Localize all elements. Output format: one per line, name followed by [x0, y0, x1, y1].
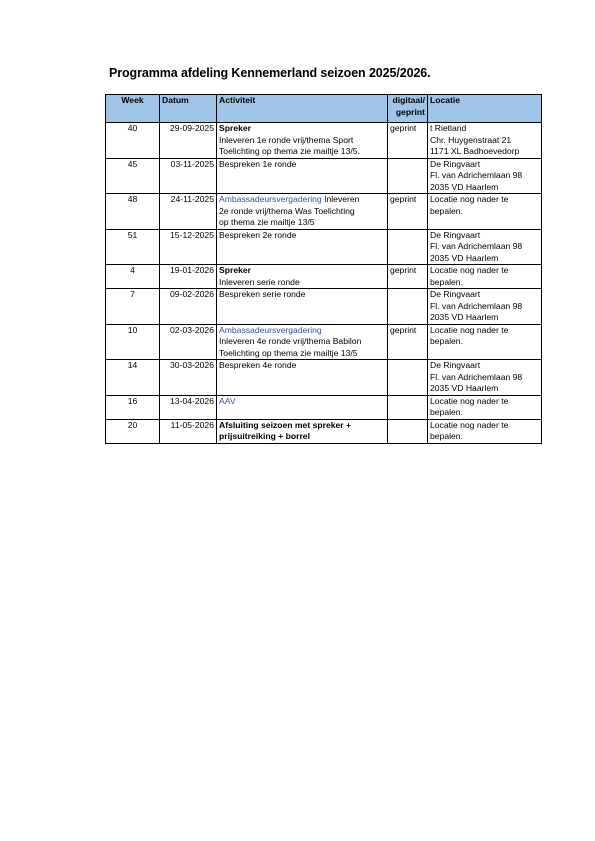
location-line: bepalen. [430, 276, 463, 287]
activity-link-text: Ambassadeursvergadering [219, 324, 322, 335]
week-cell: 10 [106, 324, 160, 360]
location-line: 2035 VD Haarlem [430, 252, 499, 263]
activity-line [219, 336, 385, 348]
activity-line [219, 431, 385, 443]
type-cell [388, 395, 428, 419]
location-cell [428, 324, 542, 360]
table-row [106, 123, 542, 159]
activity-line [219, 123, 385, 135]
location-line: Fl. van Adrichemlaan 98 [430, 371, 523, 382]
schedule-table [105, 94, 542, 444]
location-cell [428, 194, 542, 230]
activity-text: Inleveren serie ronde [219, 276, 300, 287]
activity-line [219, 206, 385, 218]
location-line: 2035 VD Haarlem [430, 383, 499, 393]
week-cell: 16 [106, 395, 160, 419]
week-cell: 48 [106, 194, 160, 230]
activity-line [219, 265, 385, 277]
activity-line [219, 348, 385, 360]
activity-cell [217, 265, 388, 289]
activity-line [219, 159, 385, 171]
location-line: 2035 VD Haarlem [430, 181, 499, 192]
location-cell [428, 395, 542, 419]
table-row [106, 229, 542, 265]
location-cell [428, 229, 542, 265]
location-line: De Ringvaart [430, 360, 481, 370]
week-cell: 20 [106, 419, 160, 443]
location-line: Locatie nog nader te [430, 395, 509, 406]
activity-text: Bespreken 4e ronde [219, 360, 297, 370]
activity-cell [217, 123, 388, 159]
week-cell: 4 [106, 265, 160, 289]
week-cell: 40 [106, 123, 160, 159]
location-line: bepalen. [430, 205, 463, 216]
date-cell: 13-04-2026 [160, 395, 217, 419]
location-line: De Ringvaart [430, 229, 481, 240]
activity-cell [217, 324, 388, 360]
location-line: Fl. van Adrichemlaan 98 [430, 241, 523, 251]
location-line: 2035 VD Haarlem [430, 312, 499, 322]
activity-text: prijsuitreiking + borrel [219, 431, 310, 441]
activity-text: Spreker [219, 123, 252, 133]
table-row [106, 265, 542, 289]
type-cell [388, 158, 428, 194]
activity-line [219, 146, 385, 158]
activity-text: 2e ronde vrij/thema Was Toelichting [219, 205, 355, 216]
activity-text: Toelichting op thema zie mailtje 13/5. [219, 146, 360, 156]
activity-cell [217, 289, 388, 325]
location-line: Fl. van Adrichemlaan 98 [430, 300, 523, 311]
activity-line [219, 420, 385, 432]
header-activiteit: Activiteit [217, 95, 388, 123]
location-cell [428, 123, 542, 159]
location-line: Locatie nog nader te [430, 194, 509, 204]
location-line: t Rietland [430, 123, 467, 133]
table-header-row [106, 95, 542, 123]
activity-text: Bespreken 1e ronde [219, 158, 297, 169]
location-line: bepalen. [430, 431, 463, 441]
location-line: Locatie nog nader te [430, 324, 509, 335]
activity-text: Inleveren 4e ronde vrij/thema Babilon [219, 336, 362, 346]
table-row [106, 419, 542, 443]
activity-line [219, 135, 385, 147]
date-cell: 11-05-2026 [160, 419, 217, 443]
activity-line [219, 396, 385, 408]
activity-cell [217, 158, 388, 194]
week-cell: 7 [106, 289, 160, 325]
location-line: De Ringvaart [430, 289, 481, 299]
header-datum: Datum [160, 95, 217, 123]
activity-line [219, 289, 385, 301]
week-cell: 14 [106, 360, 160, 396]
activity-line [219, 325, 385, 337]
location-line: bepalen. [430, 336, 463, 346]
header-locatie: Locatie [428, 95, 542, 123]
location-cell [428, 265, 542, 289]
activity-text: Afsluiting seizoen met spreker + [219, 419, 352, 430]
type-cell [388, 289, 428, 325]
date-cell: 03-11-2025 [160, 158, 217, 194]
week-cell: 51 [106, 229, 160, 265]
activity-link-text: Ambassadeursvergadering [219, 194, 322, 204]
header-type [388, 95, 428, 123]
activity-cell [217, 360, 388, 396]
activity-link-text: AAV [219, 395, 236, 406]
header-type-line1: digitaal/ [392, 95, 425, 105]
activity-cell [217, 194, 388, 230]
activity-line [219, 277, 385, 289]
activity-line [219, 194, 385, 206]
date-cell: 24-11-2025 [160, 194, 217, 230]
location-line: Locatie nog nader te [430, 265, 509, 275]
header-week: Week [106, 95, 160, 123]
table-row [106, 360, 542, 396]
page-title: Programma afdeling Kennemerland seizoen 2025/2026. [109, 66, 431, 80]
location-line: De Ringvaart [430, 158, 481, 169]
table-row [106, 324, 542, 360]
activity-text: op thema zie mailtje 13/5 [219, 217, 315, 227]
header-type-line2: geprint [395, 106, 425, 117]
table-row [106, 194, 542, 230]
activity-text: Spreker [219, 265, 252, 275]
activity-line [219, 217, 385, 229]
activity-text: Toelichting op thema zie mailtje 13/5 [219, 347, 358, 358]
date-cell: 19-01-2026 [160, 265, 217, 289]
date-cell: 02-03-2026 [160, 324, 217, 360]
type-cell [388, 419, 428, 443]
activity-text-suffix: Inleveren [321, 194, 360, 204]
date-cell: 15-12-2025 [160, 229, 217, 265]
location-line: Fl. van Adrichemlaan 98 [430, 170, 523, 180]
date-cell: 30-03-2026 [160, 360, 217, 396]
location-line: Locatie nog nader te [430, 419, 509, 430]
type-cell: geprint [388, 123, 428, 159]
activity-text: Bespreken serie ronde [219, 289, 306, 299]
date-cell: 09-02-2026 [160, 289, 217, 325]
activity-text: Inleveren 1e ronde vrij/thema Sport [219, 134, 354, 145]
activity-cell [217, 395, 388, 419]
table-row [106, 158, 542, 194]
location-cell [428, 419, 542, 443]
location-line: bepalen. [430, 407, 463, 417]
location-line: 1171 XL Badhoevedorp [430, 146, 520, 156]
type-cell: geprint [388, 324, 428, 360]
location-cell [428, 158, 542, 194]
activity-cell [217, 229, 388, 265]
week-cell: 45 [106, 158, 160, 194]
table-row [106, 289, 542, 325]
type-cell [388, 229, 428, 265]
date-cell: 29-09-2025 [160, 123, 217, 159]
type-cell [388, 360, 428, 396]
activity-text: Bespreken 2e ronde [219, 229, 297, 240]
location-cell [428, 360, 542, 396]
type-cell: geprint [388, 265, 428, 289]
table-row [106, 395, 542, 419]
activity-line [219, 360, 385, 372]
activity-cell [217, 419, 388, 443]
location-line: Chr. Huygenstraat 21 [430, 134, 512, 145]
location-cell [428, 289, 542, 325]
activity-line [219, 230, 385, 242]
type-cell: geprint [388, 194, 428, 230]
